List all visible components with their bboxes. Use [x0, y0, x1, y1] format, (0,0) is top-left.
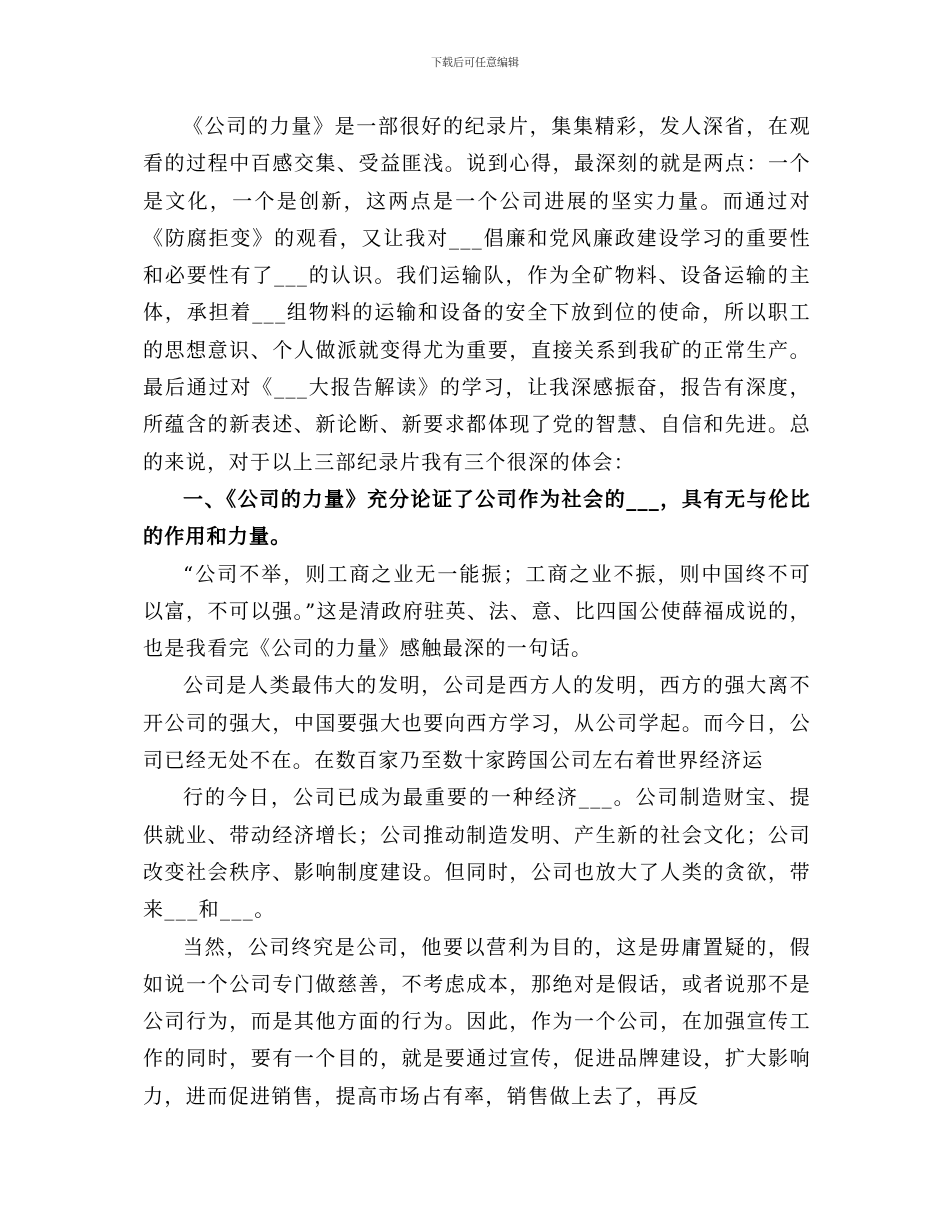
- paragraph-profit: 当然，公司终究是公司，他要以营利为目的，这是毋庸置疑的，假如说一个公司专门做慈善，不考虑成本，那绝对是假话，或者说那不是公司行为，而是其他方面的行为。因此，作为一个公司，在加强宣传工作的同时，要有一个目的，就是要通过宣传，促进品牌建设，扩大影响力，进而促进销售，提高市场占有率，销售做上去了，再反: [143, 934, 811, 1108]
- paragraph-economy: 行的今日，公司已成为最重要的一种经济___。公司制造财宝、提供就业、带动经济增长；公司推动制造发明、产生新的社会文化；公司改变社会秩序、影响制度建设。但同时，公司也放大了人类的贪欲，带来___和___。: [143, 785, 811, 922]
- paragraph-quote: “公司不举，则工商之业无一能振；工商之业不振，则中国终不可以富，不可以强。”这是清政府驻英、法、意、比四国公使薛福成说的，也是我看完《公司的力量》感触最深的一句话。: [143, 561, 811, 661]
- paragraph-invention: 公司是人类最伟大的发明，公司是西方人的发明，西方的强大离不开公司的强大，中国要强大也要向西方学习，从公司学起。而今日，公司已经无处不在。在数百家乃至数十家跨国公司左右着世界经济运: [143, 673, 811, 773]
- section-heading-1: 一、《公司的力量》充分论证了公司作为社会的___，具有无与伦比的作用和力量。: [143, 486, 811, 549]
- document-body: [143, 108, 811, 1115]
- page-header-note: 下载后可任意编辑: [431, 56, 519, 69]
- paragraph-intro: 《公司的力量》是一部很好的纪录片，集集精彩，发人深省，在观看的过程中百感交集、受益匪浅。说到心得，最深刻的就是两点：一个是文化，一个是创新，这两点是一个公司进展的坚实力量。而通过对《防腐拒变》的观看，又让我对___倡廉和党风廉政建设学习的重要性和必要性有了___的认识。我们运输队，作为全矿物料、设备运输的主体，承担着___组物料的运输和设备的安全下放到位的使命，所以职工的思想意识、个人做派就变得尤为重要，直接关系到我矿的正常生产。最后通过对《___大报告解读》的学习，让我深感振奋，报告有深度，所蕴含的新表述、新论断、新要求都体现了党的智慧、自信和先进。总的来说，对于以上三部纪录片我有三个很深的体会：: [143, 114, 811, 474]
